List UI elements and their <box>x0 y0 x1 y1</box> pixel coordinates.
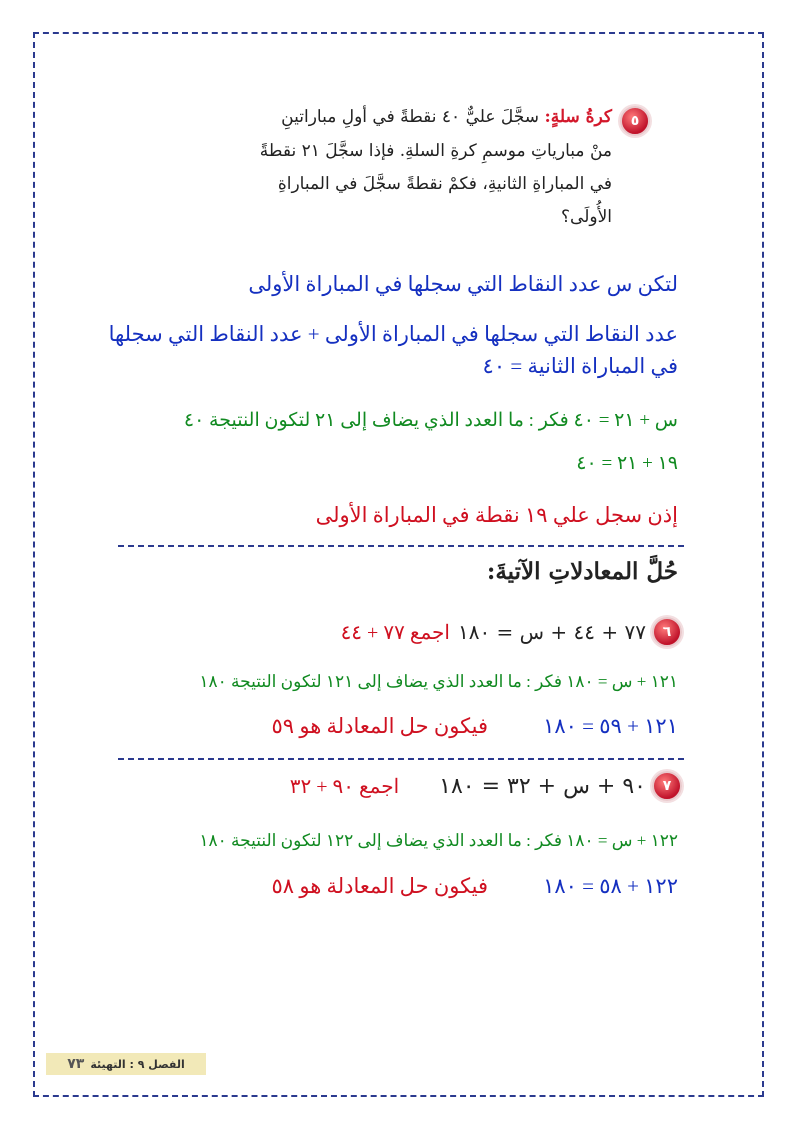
solution-equation-line-1: عدد النقاط التي سجلها في المباراة الأولى + عدد النقاط التي سجلها <box>108 322 678 346</box>
problem-5-title: كرةُ سلةٍ: <box>544 107 612 127</box>
problem-5-line-1-text: سجَّلَ عليٌّ ٤٠ نقطةً في أولِ مباراتينِ <box>281 107 540 127</box>
section-heading: حُلَّ المعادلاتِ الآتيةَ: <box>486 558 678 585</box>
problem-6-number-text: ٦ <box>662 624 672 640</box>
solution-let-statement: لتكن س عدد النقاط التي سجلها في المباراة الأولى <box>248 272 678 296</box>
section-divider-2 <box>118 758 684 760</box>
problem-6-row <box>341 620 646 645</box>
problem-6-answer: فيكون حل المعادلة هو ٥٩ <box>271 714 489 738</box>
problem-7-number-text: ٧ <box>662 778 672 794</box>
problem-6-think-line: ١٢١ + س = ١٨٠ فكر : ما العدد الذي يضاف إلى ١٢١ لتكون النتيجة ١٨٠ <box>199 672 678 691</box>
problem-7-answer: فيكون حل المعادلة هو ٥٨ <box>271 874 489 898</box>
problem-7-result-row <box>272 874 678 899</box>
problem-7-hint: اجمع ٩٠ + ٣٢ <box>289 776 400 798</box>
problem-5-line-4: الأُولَى؟ <box>561 207 612 227</box>
problem-7-number <box>652 771 682 801</box>
problem-5-line-2: منْ مبارياتِ موسمِ كرةِ السلةِ. فإذا سجَّلَ ٢١ نقطةً <box>259 141 612 161</box>
problem-5-line-1 <box>281 107 612 127</box>
problem-6-hint: اجمع ٧٧ + ٤٤ <box>340 622 450 644</box>
section-divider-1 <box>118 545 684 547</box>
problem-6-check: ١٢١ + ٥٩ = ١٨٠ <box>543 714 678 738</box>
problem-7-check: ١٢٢ + ٥٨ = ١٨٠ <box>543 874 678 898</box>
solution-equation-line-2: في المباراة الثانية = ٤٠ <box>482 354 678 378</box>
problem-5-number <box>620 106 650 136</box>
problem-6-result-row <box>272 714 678 739</box>
problem-5-number-text: ٥ <box>630 113 640 129</box>
problem-6-equation: ٧٧ + ٤٤ + س = ١٨٠ <box>457 620 646 644</box>
problem-7-think-line: ١٢٢ + س = ١٨٠ فكر : ما العدد الذي يضاف إلى ١٢٢ لتكون النتيجة ١٨٠ <box>199 831 678 850</box>
problem-7-equation: ٩٠ + س + ٣٢ = ١٨٠ <box>439 774 646 799</box>
solution-think-line: س + ٢١ = ٤٠ فكر : ما العدد الذي يضاف إلى ٢١ لتكون النتيجة ٤٠ <box>183 410 678 431</box>
footer-chapter: الفصل ٩ : التهيئة <box>90 1057 185 1071</box>
footer-page-number: ٧٣ <box>67 1056 85 1072</box>
problem-6-number <box>652 617 682 647</box>
solution-check-line: ١٩ + ٢١ = ٤٠ <box>576 453 678 474</box>
page-footer <box>46 1053 206 1075</box>
problem-7-row <box>290 774 646 799</box>
problem-5-line-3: في المباراةِ الثانيةِ، فكمْ نقطةً سجَّلَ في المباراةِ <box>277 174 612 194</box>
solution-answer-line: إذن سجل علي ١٩ نقطة في المباراة الأولى <box>315 503 678 527</box>
